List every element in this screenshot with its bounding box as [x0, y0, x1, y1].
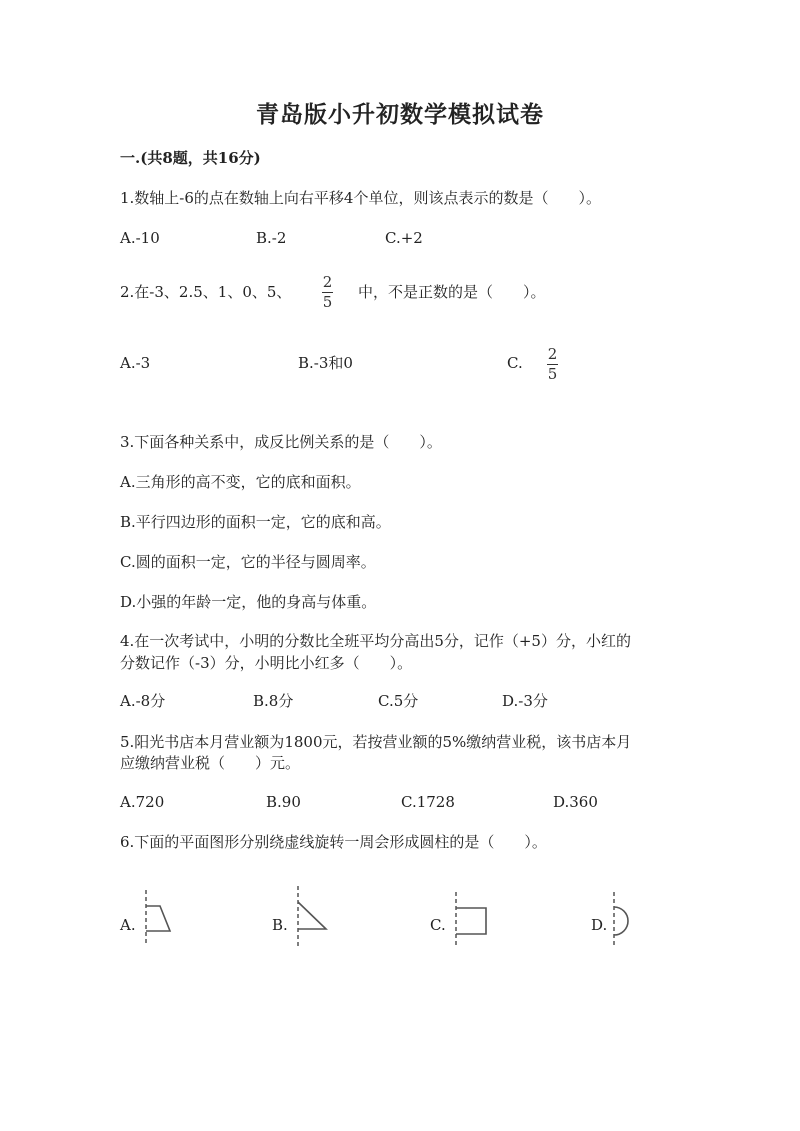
question-2-text-before: 2.在-3、2.5、1、0、5、 [120, 283, 292, 301]
fraction-numerator: 2 [322, 273, 333, 291]
question-4-line-2: 分数记作（-3）分，小明比小红多（ ）。 [120, 654, 413, 672]
question-5-option-d[interactable]: D.360 [553, 793, 598, 811]
question-6-option-a[interactable]: A. [120, 916, 136, 934]
triangle-figure [290, 884, 334, 948]
question-6-option-c[interactable]: C. [430, 916, 446, 934]
question-6-option-d[interactable]: D. [591, 916, 608, 934]
question-5-option-a[interactable]: A.720 [120, 793, 165, 811]
question-4-option-a[interactable]: A.-8分 [120, 692, 166, 710]
question-2-option-b[interactable]: B.-3和0 [298, 354, 353, 372]
question-3-option-d[interactable]: D.小强的年龄一定，他的身高与体重。 [120, 593, 377, 611]
question-5-option-b[interactable]: B.90 [266, 793, 301, 811]
question-6-text: 6.下面的平面图形分别绕虚线旋转一周会形成圆柱的是（ ）。 [120, 833, 547, 851]
fraction-denominator: 5 [547, 365, 558, 383]
question-2-option-c-fraction [547, 346, 558, 383]
fraction-denominator: 5 [322, 293, 333, 311]
question-5-line-2: 应缴纳营业税（ ）元。 [120, 754, 301, 772]
question-2-option-c[interactable]: C. [507, 354, 523, 372]
section-heading: 一.(共8题，共16分) [120, 149, 261, 167]
trapezoid-figure [138, 888, 178, 948]
question-6-option-b[interactable]: B. [272, 916, 288, 934]
question-3-text: 3.下面各种关系中，成反比例关系的是（ ）。 [120, 433, 442, 451]
question-2-option-a[interactable]: A.-3 [120, 354, 151, 372]
question-5-line-1: 5.阳光书店本月营业额为1800元，若按营业额的5%缴纳营业税，该书店本月 [120, 733, 632, 751]
question-1-option-c[interactable]: C.+2 [385, 229, 423, 247]
question-3-option-c[interactable]: C.圆的面积一定，它的半径与圆周率。 [120, 553, 376, 571]
question-1-option-a[interactable]: A.-10 [120, 229, 160, 247]
fraction-numerator: 2 [547, 345, 558, 363]
question-2-text-after: 中，不是正数的是（ ）。 [358, 283, 546, 301]
page-title: 青岛版小升初数学模拟试卷 [256, 101, 544, 128]
question-4-option-c[interactable]: C.5分 [378, 692, 419, 710]
semicircle-figure [606, 890, 642, 950]
question-1-option-b[interactable]: B.-2 [256, 229, 287, 247]
question-1-text: 1.数轴上-6的点在数轴上向右平移4个单位，则该点表示的数是（ ）。 [120, 189, 601, 207]
question-4-option-b[interactable]: B.8分 [253, 692, 294, 710]
rectangle-figure [448, 890, 492, 948]
question-3-option-a[interactable]: A.三角形的高不变，它的底和面积。 [120, 473, 361, 491]
question-5-option-c[interactable]: C.1728 [401, 793, 455, 811]
question-4-line-1: 4.在一次考试中，小明的分数比全班平均分高出5分，记作（+5）分，小红的 [120, 632, 631, 650]
question-2-fraction [322, 274, 333, 311]
question-3-option-b[interactable]: B.平行四边形的面积一定，它的底和高。 [120, 513, 391, 531]
question-4-option-d[interactable]: D.-3分 [502, 692, 548, 710]
